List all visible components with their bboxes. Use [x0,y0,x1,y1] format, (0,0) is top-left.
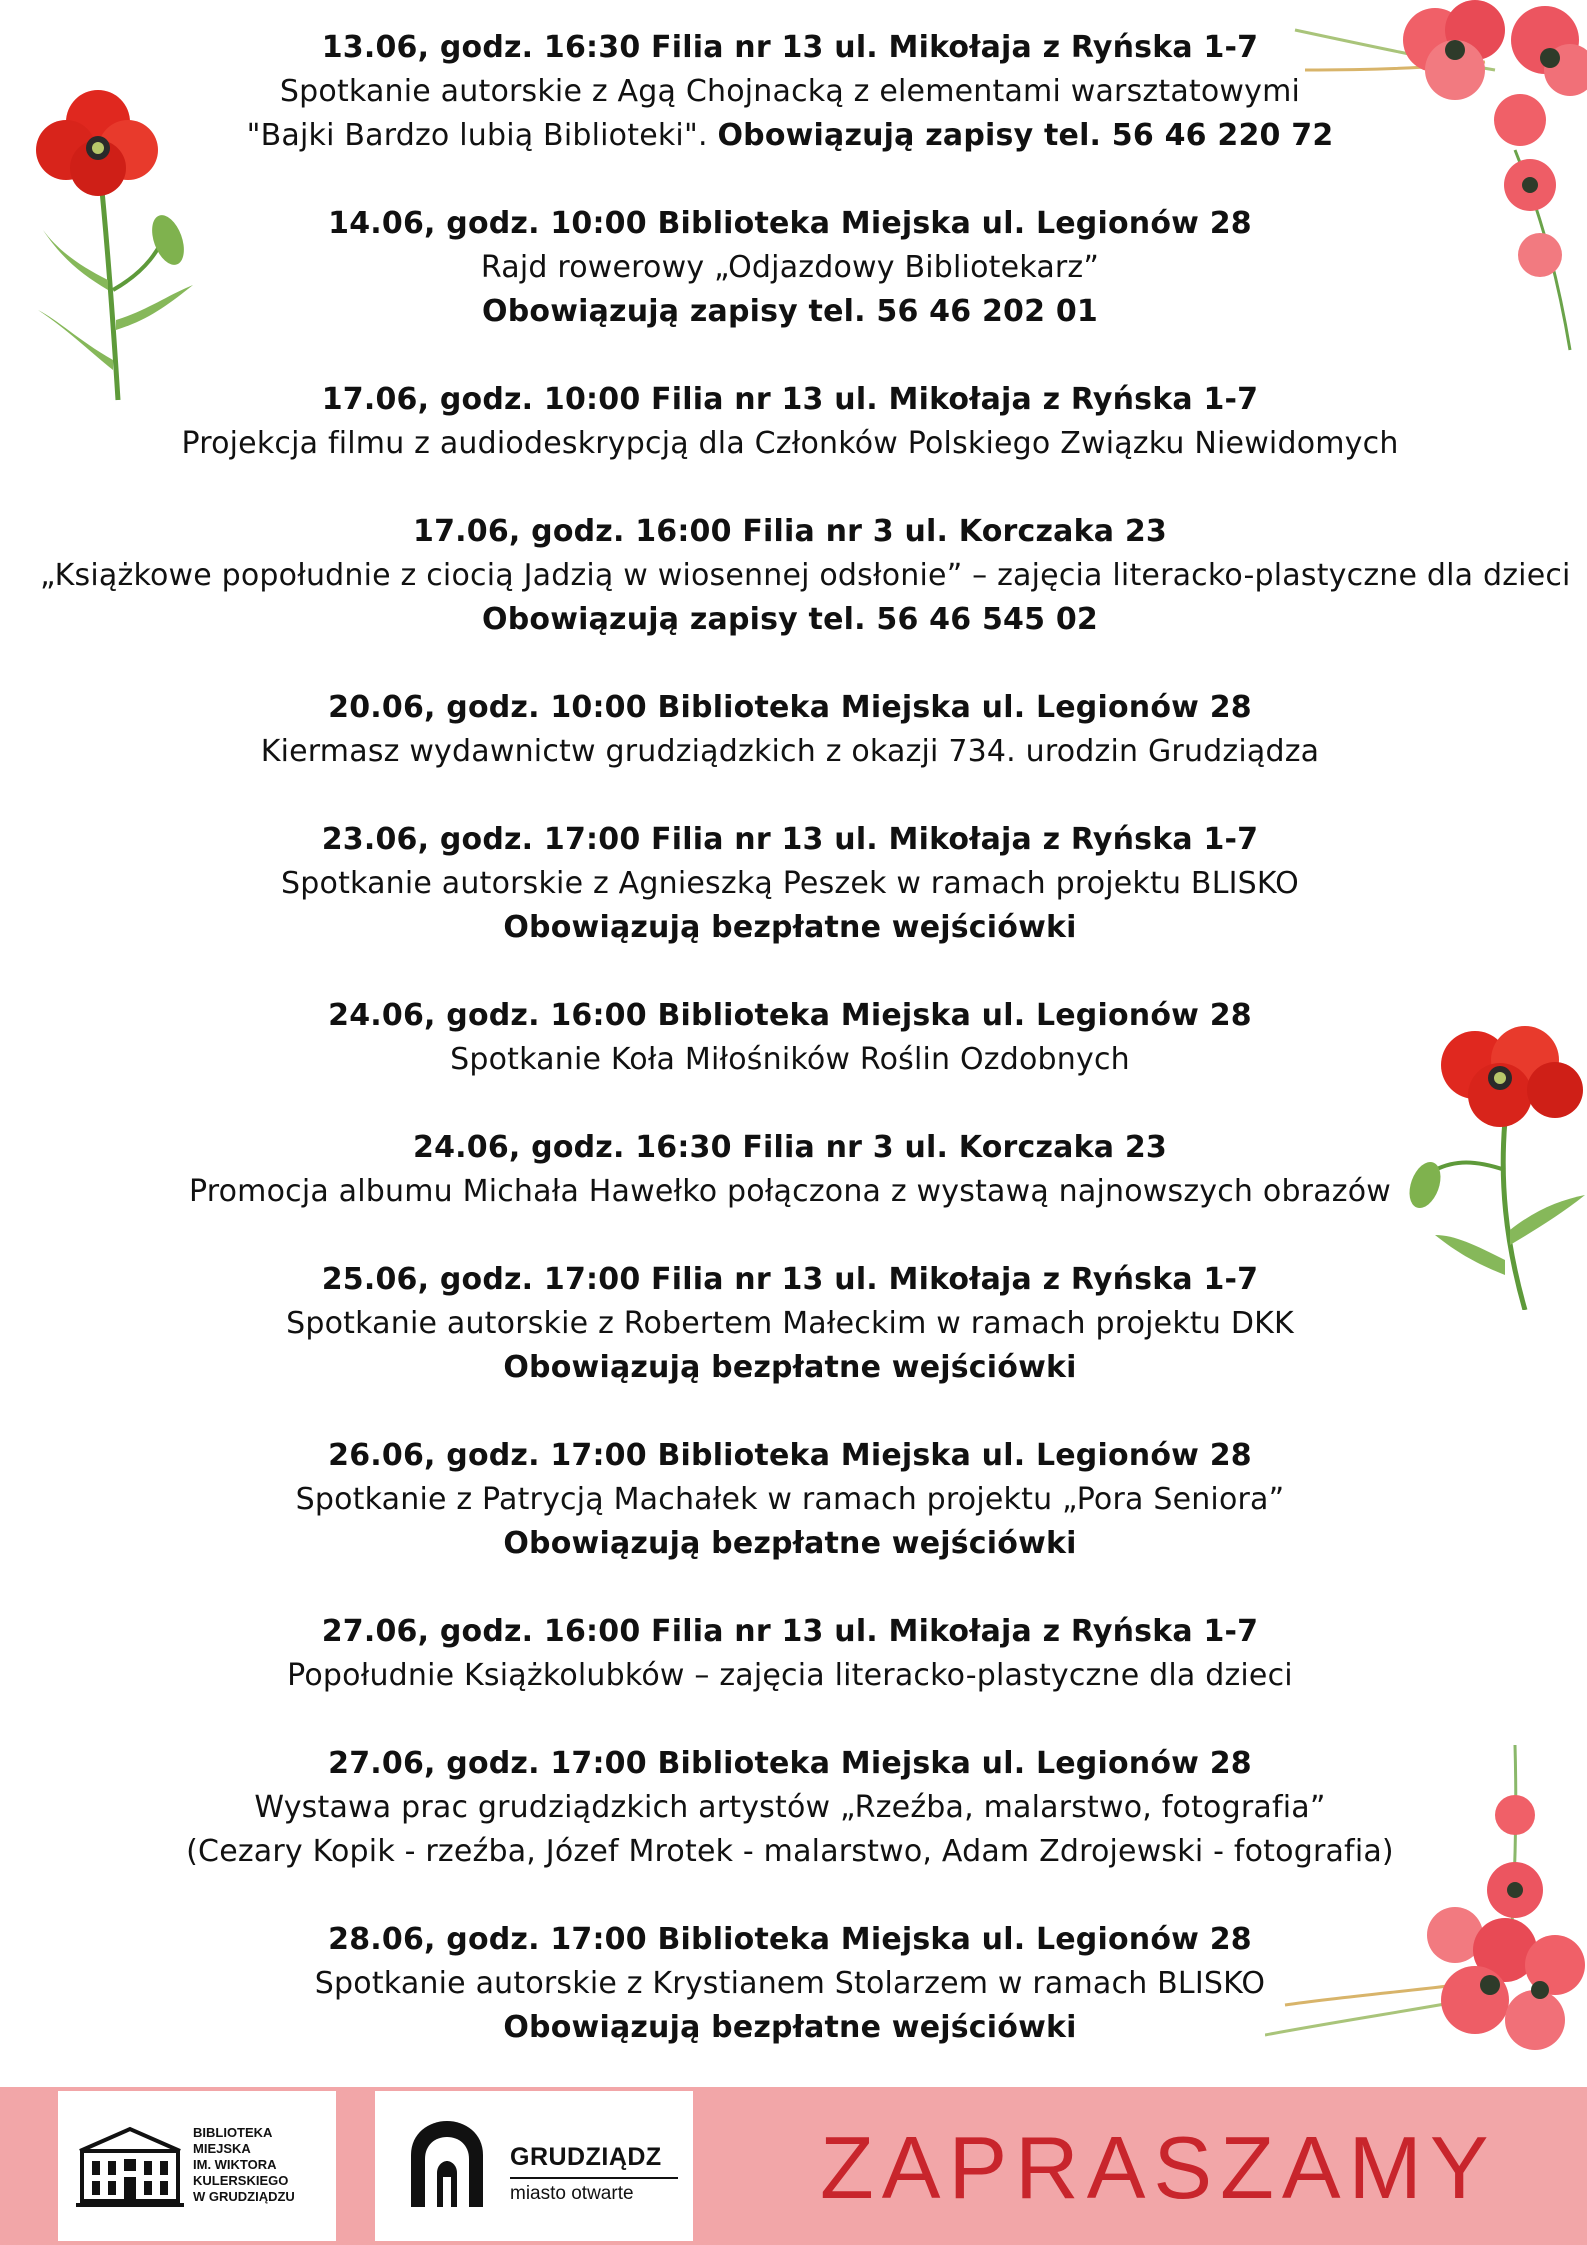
event-description: Spotkanie autorskie z Krystianem Stolarzem w ramach BLISKO [314,1966,1266,2001]
event-heading: 27.06, godz. 16:00 Filia nr 13 ul. Mikołaja z Ryńska 1-7 [321,1614,1259,1649]
city-gate-icon [397,2115,497,2215]
event-list [40,26,1571,2094]
event-description [40,114,1540,158]
event-description: Kiermasz wydawnictw grudziądzkich z okazji 734. urodzin Grudziądza [260,734,1320,769]
library-building-icon [70,2121,190,2211]
event-description: (Cezary Kopik - rzeźba, Józef Mrotek - malarstwo, Adam Zdrojewski - fotografia) [186,1834,1394,1869]
event-description: Wystawa prac grudziądzkich artystów „Rzeźba, malarstwo, fotografia” [254,1790,1326,1825]
event-item [40,1742,1540,1874]
event-heading: 24.06, godz. 16:00 Biblioteka Miejska ul. Legionów 28 [328,998,1252,1033]
event-registration-note: Obowiązują zapisy tel. 56 46 545 02 [482,602,1098,637]
event-item [40,26,1540,158]
event-description: „Książkowe popołudnie z ciocią Jadzią w wiosennej odsłonie” – zajęcia literacko-plastyczne dla dzieci [40,558,1571,593]
event-description: Spotkanie autorskie z Agnieszką Peszek w ramach projektu BLISKO [281,866,1299,901]
event-heading: 24.06, godz. 16:30 Filia nr 3 ul. Korczaka 23 [413,1130,1167,1165]
event-heading: 25.06, godz. 17:00 Filia nr 13 ul. Mikołaja z Ryńska 1-7 [321,1262,1259,1297]
library-name-line: IM. WIKTORA [193,2157,277,2172]
library-logo [58,2091,336,2241]
event-description: Spotkanie autorskie z Agą Chojnacką z elementami warsztatowymi [279,74,1301,109]
library-name [193,2125,333,2205]
event-heading: 28.06, godz. 17:00 Biblioteka Miejska ul. Legionów 28 [328,1922,1252,1957]
event-ticket-note: Obowiązują bezpłatne wejściówki [503,910,1077,945]
event-description: Spotkanie autorskie z Robertem Małeckim w ramach projektu DKK [286,1306,1294,1341]
event-heading: 17.06, godz. 10:00 Filia nr 13 ul. Mikołaja z Ryńska 1-7 [321,382,1259,417]
event-item [40,378,1540,466]
event-description: Popołudnie Książkolubków – zajęcia literacko-plastyczne dla dzieci [287,1658,1293,1693]
invite-heading: ZAPRASZAMY [820,2118,1497,2217]
city-logo [375,2091,693,2241]
event-heading: 17.06, godz. 16:00 Filia nr 3 ul. Korczaka 23 [413,514,1167,549]
event-description: Promocja albumu Michała Hawełko połączona z wystawą najnowszych obrazów [188,1174,1392,1209]
event-item [40,994,1540,1082]
event-ticket-note: Obowiązują bezpłatne wejściówki [503,2010,1077,2045]
event-heading: 27.06, godz. 17:00 Biblioteka Miejska ul. Legionów 28 [328,1746,1252,1781]
library-name-line: KULERSKIEGO [193,2173,289,2188]
event-heading: 23.06, godz. 17:00 Filia nr 13 ul. Mikołaja z Ryńska 1-7 [321,822,1259,857]
event-item [40,1434,1540,1566]
library-name-line: W GRUDZIĄDZU [193,2189,295,2204]
divider [510,2177,678,2179]
library-name-line: BIBLIOTEKA [193,2125,273,2140]
event-item [40,510,1571,642]
event-ticket-note: Obowiązują bezpłatne wejściówki [503,1350,1077,1385]
event-item [40,1610,1540,1698]
event-title-text: "Bajki Bardzo lubią Biblioteki". [246,118,718,153]
city-tagline: miasto otwarte [510,2183,634,2204]
event-ticket-note: Obowiązują bezpłatne wejściówki [503,1526,1077,1561]
event-heading: 14.06, godz. 10:00 Biblioteka Miejska ul. Legionów 28 [328,206,1252,241]
event-registration-note: Obowiązują zapisy tel. 56 46 202 01 [482,294,1098,329]
event-registration-note: Obowiązują zapisy tel. 56 46 220 72 [717,118,1334,153]
event-item [40,1918,1540,2050]
city-name: GRUDZIĄDZ [510,2143,662,2171]
event-item [40,1258,1540,1390]
library-name-line: MIEJSKA [193,2141,251,2156]
event-heading: 20.06, godz. 10:00 Biblioteka Miejska ul. Legionów 28 [328,690,1252,725]
event-description: Spotkanie z Patrycją Machałek w ramach projektu „Pora Seniora” [295,1482,1285,1517]
event-item [40,202,1540,334]
event-item [40,818,1540,950]
event-item [40,686,1540,774]
event-description: Rajd rowerowy „Odjazdowy Bibliotekarz” [480,250,1100,285]
event-description: Projekcja filmu z audiodeskrypcją dla Członków Polskiego Związku Niewidomych [181,426,1399,461]
event-heading: 26.06, godz. 17:00 Biblioteka Miejska ul. Legionów 28 [328,1438,1252,1473]
event-item [40,1126,1540,1214]
event-heading: 13.06, godz. 16:30 Filia nr 13 ul. Mikołaja z Ryńska 1-7 [321,30,1259,65]
event-description: Spotkanie Koła Miłośników Roślin Ozdobnych [450,1042,1130,1077]
